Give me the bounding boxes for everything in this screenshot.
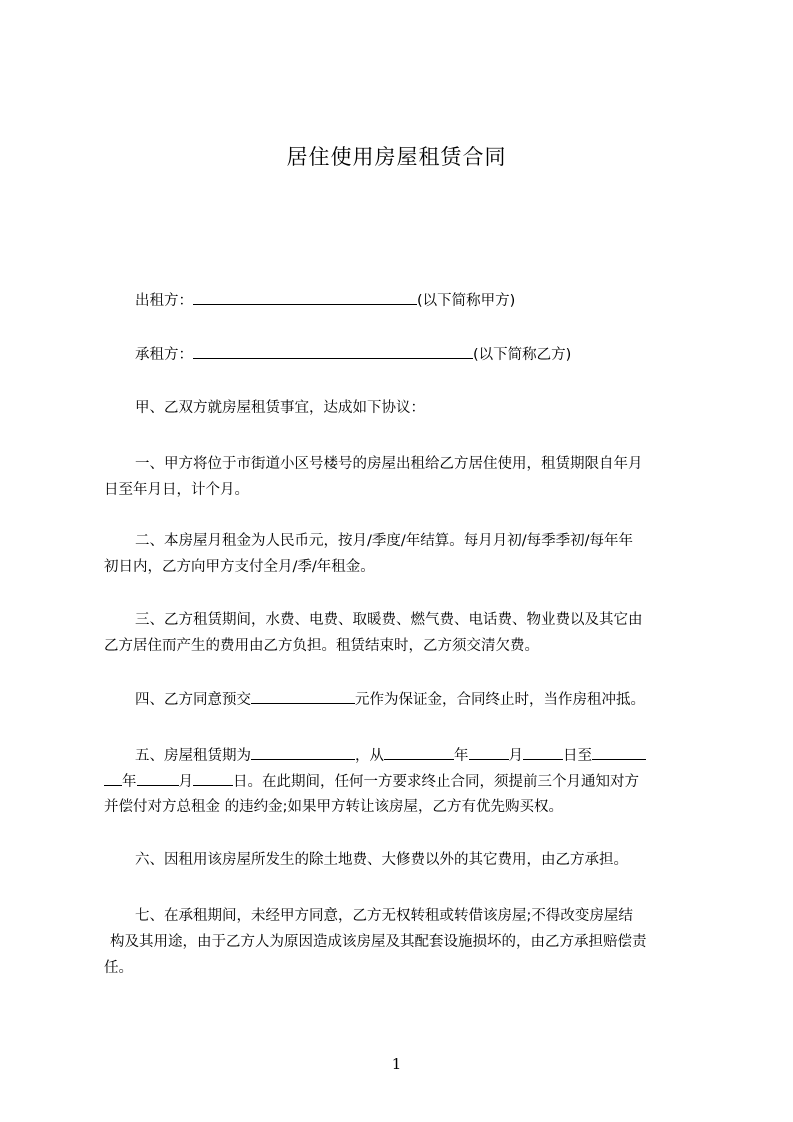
clause-2-line-1: 二、本房屋月租金为人民币元，按月/季度/年结算。每月月初/每季季初/每年年 — [135, 533, 634, 549]
start-year-blank[interactable] — [384, 742, 454, 760]
clause-7-line-1: 七、在承租期间，未经甲方同意，乙方无权转租或转借该房屋;不得改变房屋结 — [135, 908, 633, 924]
clause-5-text-e: 日至 — [563, 748, 592, 764]
clause-7-line-3: 任。 — [104, 960, 133, 976]
clause-3 — [104, 607, 704, 659]
clause-2-line-2: 初日内，乙方向甲方支付全月/季/年租金。 — [104, 559, 375, 575]
clause-5-text-a: 五、房屋租赁期为 — [135, 748, 251, 764]
clause-5-text-f: 年 — [122, 774, 137, 790]
lessee-suffix: (以下简称乙方) — [473, 347, 572, 363]
clause-5-text-g: 月 — [178, 774, 193, 790]
clause-5-text-d: 月 — [508, 748, 523, 764]
start-day-blank[interactable] — [523, 742, 563, 760]
clause-5-line-2 — [104, 768, 704, 794]
lessee-name-blank[interactable] — [193, 341, 473, 359]
clause-7-line-2: 构及其用途，由于乙方人为原因造成该房屋及其配套设施损坏的，由乙方承担赔偿责 — [110, 934, 647, 950]
end-day-blank[interactable] — [193, 768, 233, 786]
lessor-label: 出租方： — [135, 293, 193, 309]
clause-5-text-b: ，从 — [355, 748, 384, 764]
clause-2 — [104, 528, 704, 580]
deposit-amount-blank[interactable] — [251, 686, 355, 704]
clause-3-line-1: 三、乙方租赁期间，水费、电费、取暖费、燃气费、电话费、物业费以及其它由 — [135, 612, 643, 628]
document-title: 居住使用房屋租赁合同 — [286, 145, 507, 169]
clause-5 — [104, 742, 704, 820]
clause-1 — [104, 451, 704, 503]
lessee-line — [104, 341, 735, 368]
clause-7 — [104, 903, 704, 981]
lessor-suffix: (以下简称甲方) — [417, 293, 516, 309]
clause-1-line-2: 日至年月日，计个月。 — [104, 482, 249, 498]
end-year-blank-part-1[interactable] — [592, 742, 646, 760]
clause-6: 六、因租用该房屋所发生的除土地费、大修费以外的其它费用，由乙方承担。 — [135, 852, 628, 868]
clause-1-line-1: 一、甲方将位于市街道小区号楼号的房屋出租给乙方居住使用，租赁期限自年月 — [135, 456, 643, 472]
lessor-name-blank[interactable] — [193, 287, 417, 305]
clause-3-line-2: 乙方居住而产生的费用由乙方负担。租赁结束时，乙方须交清欠费。 — [104, 638, 539, 654]
clause-5-text-h: 日。在此期间，任何一方要求终止合同，须提前三个月通知对方 — [233, 774, 639, 790]
clause-4 — [104, 686, 735, 713]
lease-term-blank[interactable] — [251, 742, 355, 760]
lessee-label: 承租方： — [135, 347, 193, 363]
clause-5-line-1 — [104, 742, 704, 768]
clause-5-line-3: 并偿付对方总租金 的违约金;如果甲方转让该房屋，乙方有优先购买权。 — [104, 799, 563, 815]
clause-4-prefix: 四、乙方同意预交 — [135, 692, 251, 708]
intro-paragraph: 甲、乙双方就房屋租赁事宜，达成如下协议： — [135, 400, 425, 416]
start-month-blank[interactable] — [469, 742, 509, 760]
clause-4-suffix: 元作为保证金，合同终止时，当作房租冲抵。 — [355, 692, 645, 708]
lessor-line — [104, 287, 735, 314]
end-month-blank[interactable] — [137, 768, 179, 786]
page-number: 1 — [391, 1055, 402, 1073]
end-year-blank-part-2[interactable] — [104, 768, 122, 786]
clause-5-text-c: 年 — [454, 748, 469, 764]
